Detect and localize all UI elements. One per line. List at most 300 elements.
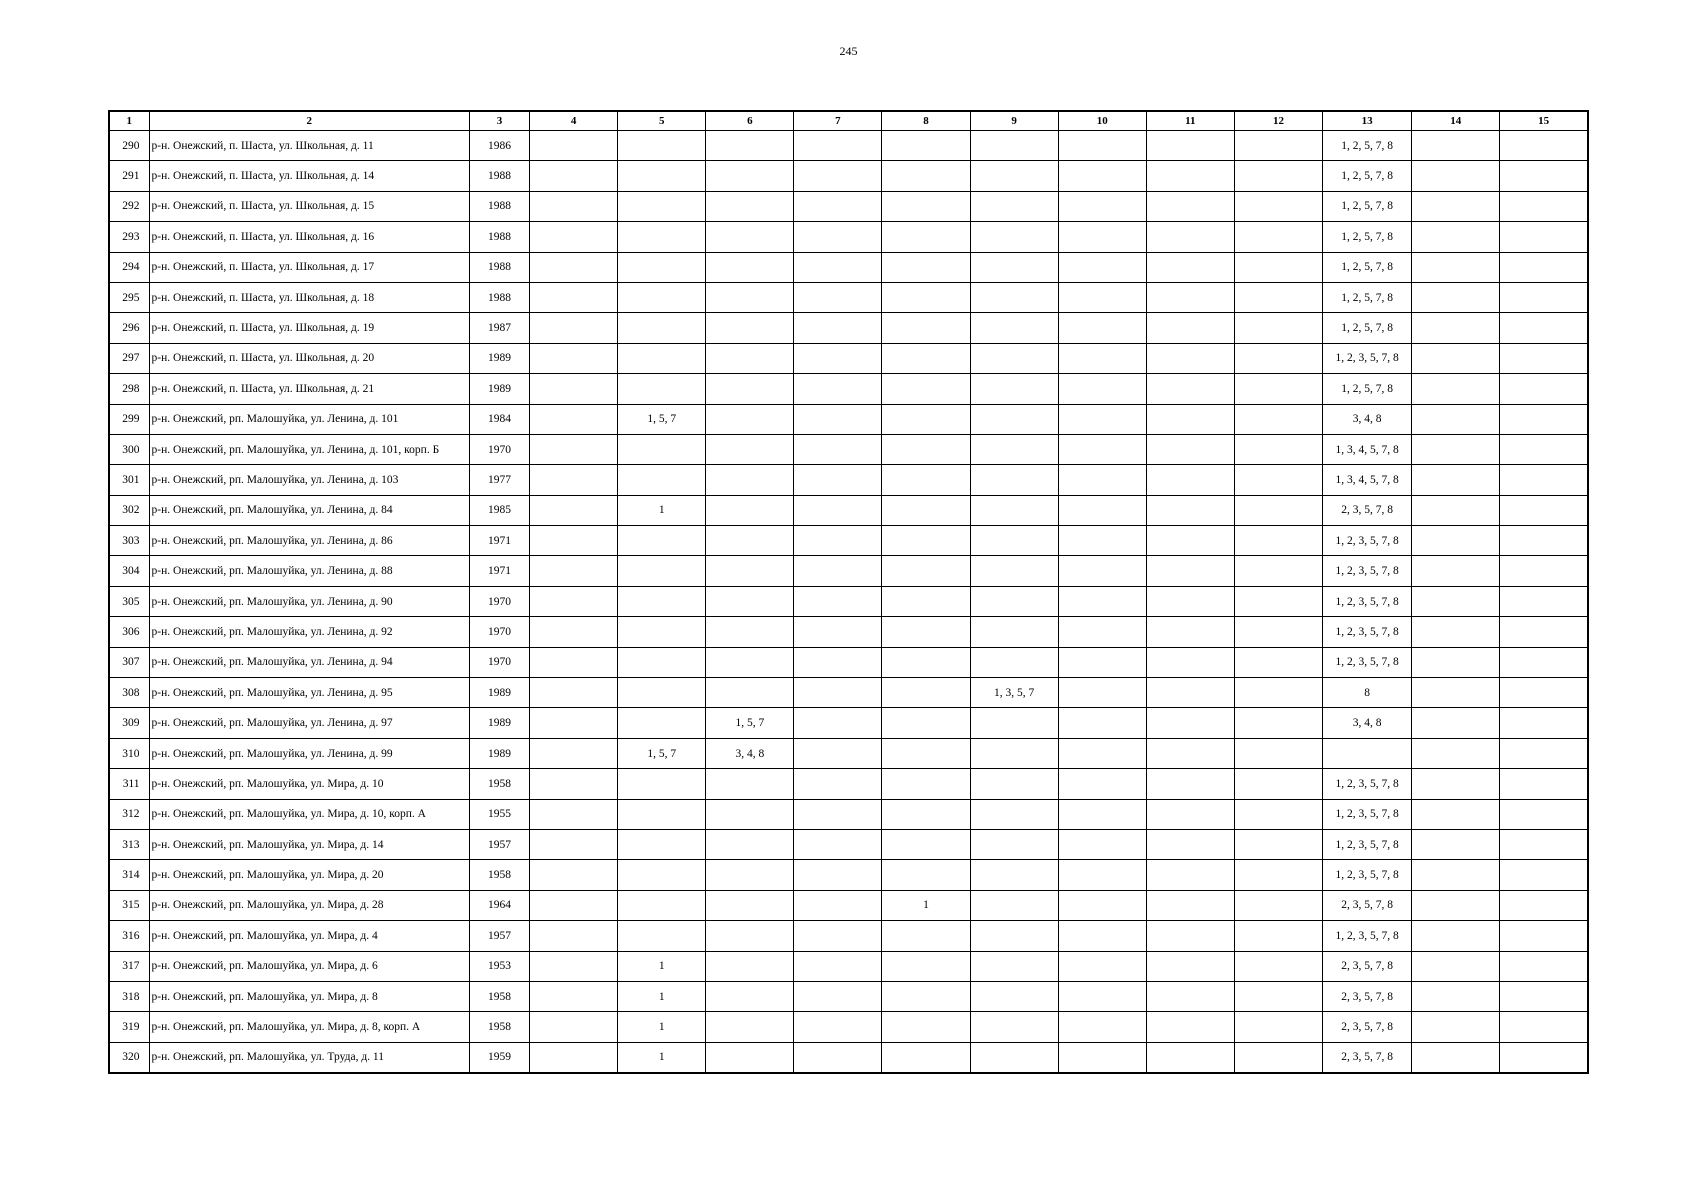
column-header-col-13: 13 [1323,111,1412,131]
cell-row-number: 294 [109,252,149,282]
cell-col-10 [1058,434,1146,464]
cell-col-6 [706,374,794,404]
cell-col-12 [1234,738,1322,768]
cell-year: 1970 [469,617,529,647]
cell-col-6 [706,586,794,616]
table-row [109,647,1588,677]
cell-col-7 [794,495,882,525]
cell-address: р-н. Онежский, рп. Малошуйка, ул. Ленина, д. 101 [149,404,469,434]
cell-col-10 [1058,769,1146,799]
cell-col-15 [1500,252,1588,282]
cell-col-5: 1 [618,1012,706,1042]
cell-col-8 [882,282,970,312]
cell-col-13: 1, 2, 5, 7, 8 [1323,252,1412,282]
table-row [109,799,1588,829]
cell-col-11 [1146,374,1234,404]
cell-col-10 [1058,647,1146,677]
cell-row-number: 307 [109,647,149,677]
cell-col-5 [618,131,706,161]
cell-col-15 [1500,799,1588,829]
cell-col-15 [1500,1012,1588,1042]
cell-col-10 [1058,404,1146,434]
table-row [109,890,1588,920]
cell-col-9 [970,769,1058,799]
cell-col-7 [794,343,882,373]
cell-col-7 [794,1042,882,1073]
cell-col-10 [1058,1012,1146,1042]
cell-col-14 [1412,829,1500,859]
cell-col-7 [794,161,882,191]
cell-col-15 [1500,860,1588,890]
cell-col-8 [882,921,970,951]
cell-year: 1958 [469,860,529,890]
cell-col-9 [970,343,1058,373]
cell-address: р-н. Онежский, рп. Малошуйка, ул. Труда, д. 11 [149,1042,469,1073]
column-header-col-11: 11 [1146,111,1234,131]
cell-year: 1957 [469,829,529,859]
cell-row-number: 301 [109,465,149,495]
cell-col-5 [618,860,706,890]
cell-year: 1958 [469,769,529,799]
cell-col-9 [970,465,1058,495]
cell-col-9 [970,921,1058,951]
cell-row-number: 310 [109,738,149,768]
cell-col-10 [1058,860,1146,890]
cell-col-15 [1500,161,1588,191]
cell-row-number: 295 [109,282,149,312]
cell-col-10 [1058,890,1146,920]
cell-col-4 [530,829,618,859]
cell-col-9 [970,708,1058,738]
cell-row-number: 311 [109,769,149,799]
cell-col-11 [1146,860,1234,890]
page-number: 245 [839,44,858,58]
cell-col-11 [1146,222,1234,252]
cell-col-5 [618,708,706,738]
cell-year: 1970 [469,434,529,464]
cell-col-12 [1234,191,1322,221]
cell-col-15 [1500,829,1588,859]
cell-col-6 [706,951,794,981]
cell-year: 1977 [469,465,529,495]
cell-col-7 [794,951,882,981]
cell-row-number: 320 [109,1042,149,1073]
cell-col-9 [970,981,1058,1011]
cell-col-14 [1412,890,1500,920]
cell-col-13: 1, 2, 5, 7, 8 [1323,161,1412,191]
column-header-row-number: 1 [109,111,149,131]
cell-col-13: 1, 2, 3, 5, 7, 8 [1323,860,1412,890]
cell-address: р-н. Онежский, рп. Малошуйка, ул. Ленина, д. 95 [149,678,469,708]
table-row [109,465,1588,495]
cell-col-11 [1146,647,1234,677]
cell-col-11 [1146,769,1234,799]
cell-col-13: 1, 2, 3, 5, 7, 8 [1323,526,1412,556]
cell-col-12 [1234,465,1322,495]
cell-col-7 [794,191,882,221]
cell-col-10 [1058,343,1146,373]
cell-col-9 [970,738,1058,768]
cell-row-number: 312 [109,799,149,829]
cell-col-12 [1234,981,1322,1011]
table-row [109,1012,1588,1042]
cell-row-number: 296 [109,313,149,343]
cell-col-12 [1234,161,1322,191]
cell-col-9 [970,374,1058,404]
cell-col-10 [1058,282,1146,312]
cell-col-14 [1412,738,1500,768]
cell-col-5: 1 [618,1042,706,1073]
cell-col-6 [706,890,794,920]
cell-col-15 [1500,769,1588,799]
cell-col-5 [618,252,706,282]
cell-col-7 [794,1012,882,1042]
table-row [109,343,1588,373]
cell-col-11 [1146,526,1234,556]
cell-col-4 [530,343,618,373]
cell-col-8 [882,738,970,768]
cell-col-9 [970,434,1058,464]
cell-col-7 [794,678,882,708]
cell-col-8 [882,404,970,434]
cell-col-6 [706,465,794,495]
cell-col-11 [1146,1042,1234,1073]
cell-col-6 [706,678,794,708]
cell-col-7 [794,313,882,343]
cell-col-11 [1146,465,1234,495]
cell-col-4 [530,951,618,981]
cell-col-15 [1500,343,1588,373]
cell-col-8 [882,951,970,981]
cell-col-9 [970,526,1058,556]
cell-col-5: 1 [618,981,706,1011]
table-row [109,951,1588,981]
cell-row-number: 309 [109,708,149,738]
cell-col-5 [618,890,706,920]
cell-col-4 [530,860,618,890]
cell-col-13 [1323,738,1412,768]
cell-address: р-н. Онежский, рп. Малошуйка, ул. Ленина, д. 88 [149,556,469,586]
cell-col-6 [706,829,794,859]
cell-col-15 [1500,191,1588,221]
cell-col-9 [970,495,1058,525]
cell-col-11 [1146,617,1234,647]
cell-col-10 [1058,951,1146,981]
cell-col-8 [882,860,970,890]
cell-col-10 [1058,981,1146,1011]
table-row [109,495,1588,525]
cell-col-5 [618,921,706,951]
cell-row-number: 308 [109,678,149,708]
cell-col-11 [1146,404,1234,434]
cell-col-11 [1146,556,1234,586]
cell-col-12 [1234,769,1322,799]
cell-col-14 [1412,313,1500,343]
cell-col-12 [1234,799,1322,829]
column-header-col-5: 5 [618,111,706,131]
cell-col-4 [530,890,618,920]
cell-row-number: 306 [109,617,149,647]
cell-col-14 [1412,161,1500,191]
cell-row-number: 314 [109,860,149,890]
cell-col-9 [970,951,1058,981]
cell-col-8 [882,191,970,221]
cell-col-12 [1234,222,1322,252]
cell-col-6 [706,252,794,282]
cell-col-10 [1058,465,1146,495]
column-header-address: 2 [149,111,469,131]
cell-col-8 [882,313,970,343]
cell-col-9 [970,860,1058,890]
cell-col-4 [530,556,618,586]
cell-col-15 [1500,738,1588,768]
cell-row-number: 303 [109,526,149,556]
cell-year: 1988 [469,222,529,252]
cell-col-13: 1, 2, 3, 5, 7, 8 [1323,769,1412,799]
cell-col-8 [882,222,970,252]
cell-year: 1988 [469,252,529,282]
table-row [109,222,1588,252]
cell-col-7 [794,374,882,404]
cell-col-13: 2, 3, 5, 7, 8 [1323,1012,1412,1042]
cell-address: р-н. Онежский, п. Шаста, ул. Школьная, д. 20 [149,343,469,373]
cell-col-15 [1500,222,1588,252]
table-row [109,404,1588,434]
cell-address: р-н. Онежский, рп. Малошуйка, ул. Ленина, д. 101, корп. Б [149,434,469,464]
cell-col-7 [794,465,882,495]
cell-col-5: 1 [618,951,706,981]
table-row [109,526,1588,556]
cell-col-14 [1412,556,1500,586]
cell-year: 1957 [469,921,529,951]
table-row [109,617,1588,647]
cell-col-4 [530,495,618,525]
table-row [109,738,1588,768]
cell-col-4 [530,981,618,1011]
cell-col-4 [530,434,618,464]
cell-col-15 [1500,404,1588,434]
cell-col-8 [882,708,970,738]
cell-address: р-н. Онежский, п. Шаста, ул. Школьная, д. 11 [149,131,469,161]
cell-col-4 [530,161,618,191]
cell-col-10 [1058,222,1146,252]
cell-col-14 [1412,434,1500,464]
cell-col-4 [530,921,618,951]
cell-row-number: 313 [109,829,149,859]
cell-col-9 [970,1042,1058,1073]
cell-col-8 [882,343,970,373]
cell-col-10 [1058,1042,1146,1073]
cell-address: р-н. Онежский, рп. Малошуйка, ул. Мира, д. 20 [149,860,469,890]
cell-col-14 [1412,465,1500,495]
cell-col-10 [1058,678,1146,708]
cell-address: р-н. Онежский, рп. Малошуйка, ул. Мира, д. 6 [149,951,469,981]
cell-col-5 [618,374,706,404]
table-body [109,131,1588,1074]
cell-col-7 [794,586,882,616]
cell-col-12 [1234,495,1322,525]
cell-address: р-н. Онежский, рп. Малошуйка, ул. Ленина, д. 90 [149,586,469,616]
cell-col-10 [1058,556,1146,586]
cell-col-15 [1500,678,1588,708]
cell-col-10 [1058,161,1146,191]
column-header-col-12: 12 [1234,111,1322,131]
cell-col-4 [530,313,618,343]
cell-col-11 [1146,799,1234,829]
cell-year: 1958 [469,1012,529,1042]
cell-address: р-н. Онежский, рп. Малошуйка, ул. Мира, д. 10 [149,769,469,799]
cell-col-6 [706,921,794,951]
cell-col-9 [970,191,1058,221]
column-header-col-9: 9 [970,111,1058,131]
cell-year: 1987 [469,313,529,343]
cell-col-4 [530,586,618,616]
table-row [109,434,1588,464]
cell-col-4 [530,282,618,312]
cell-col-11 [1146,951,1234,981]
table-row [109,708,1588,738]
cell-col-5 [618,161,706,191]
cell-col-10 [1058,131,1146,161]
cell-col-15 [1500,131,1588,161]
cell-row-number: 292 [109,191,149,221]
cell-col-4 [530,1042,618,1073]
cell-col-8 [882,131,970,161]
cell-col-6 [706,222,794,252]
cell-col-7 [794,526,882,556]
table-row [109,829,1588,859]
cell-col-5 [618,465,706,495]
cell-year: 1953 [469,951,529,981]
cell-col-14 [1412,586,1500,616]
cell-col-14 [1412,678,1500,708]
cell-col-5 [618,647,706,677]
cell-address: р-н. Онежский, рп. Малошуйка, ул. Мира, д. 8 [149,981,469,1011]
cell-col-5 [618,678,706,708]
cell-col-12 [1234,343,1322,373]
cell-col-12 [1234,678,1322,708]
cell-col-9 [970,131,1058,161]
cell-col-7 [794,981,882,1011]
cell-col-13: 8 [1323,678,1412,708]
cell-col-10 [1058,829,1146,859]
cell-col-8 [882,495,970,525]
cell-col-5 [618,799,706,829]
column-header-col-7: 7 [794,111,882,131]
cell-col-6 [706,617,794,647]
cell-col-5 [618,222,706,252]
cell-col-8 [882,981,970,1011]
cell-col-6 [706,161,794,191]
cell-col-13: 2, 3, 5, 7, 8 [1323,495,1412,525]
cell-address: р-н. Онежский, рп. Малошуйка, ул. Ленина, д. 86 [149,526,469,556]
cell-col-14 [1412,374,1500,404]
cell-col-11 [1146,890,1234,920]
cell-col-11 [1146,252,1234,282]
cell-col-13: 3, 4, 8 [1323,708,1412,738]
cell-col-7 [794,556,882,586]
cell-col-7 [794,799,882,829]
cell-col-4 [530,222,618,252]
cell-col-11 [1146,738,1234,768]
cell-col-12 [1234,890,1322,920]
cell-col-12 [1234,586,1322,616]
cell-address: р-н. Онежский, рп. Малошуйка, ул. Мира, д. 28 [149,890,469,920]
cell-col-7 [794,738,882,768]
cell-col-8 [882,161,970,191]
table-row [109,252,1588,282]
cell-col-6 [706,1042,794,1073]
cell-col-4 [530,191,618,221]
cell-year: 1988 [469,191,529,221]
cell-col-11 [1146,131,1234,161]
cell-row-number: 298 [109,374,149,404]
cell-col-5 [618,586,706,616]
cell-col-13: 1, 2, 3, 5, 7, 8 [1323,617,1412,647]
cell-col-6: 1, 5, 7 [706,708,794,738]
table-row [109,191,1588,221]
cell-row-number: 291 [109,161,149,191]
cell-year: 1971 [469,526,529,556]
cell-col-8 [882,465,970,495]
cell-col-12 [1234,708,1322,738]
cell-col-15 [1500,434,1588,464]
cell-address: р-н. Онежский, п. Шаста, ул. Школьная, д. 16 [149,222,469,252]
cell-col-7 [794,282,882,312]
cell-col-8 [882,526,970,556]
cell-col-4 [530,708,618,738]
cell-col-14 [1412,1042,1500,1073]
cell-address: р-н. Онежский, рп. Малошуйка, ул. Ленина, д. 103 [149,465,469,495]
cell-col-6 [706,647,794,677]
cell-col-11 [1146,434,1234,464]
cell-col-15 [1500,1042,1588,1073]
cell-address: р-н. Онежский, рп. Малошуйка, ул. Ленина, д. 94 [149,647,469,677]
cell-col-4 [530,738,618,768]
cell-col-9 [970,556,1058,586]
cell-col-7 [794,769,882,799]
cell-col-12 [1234,526,1322,556]
cell-col-9 [970,313,1058,343]
cell-col-9 [970,799,1058,829]
cell-address: р-н. Онежский, п. Шаста, ул. Школьная, д. 19 [149,313,469,343]
cell-col-12 [1234,374,1322,404]
cell-col-15 [1500,526,1588,556]
cell-col-6 [706,556,794,586]
cell-year: 1971 [469,556,529,586]
cell-col-15 [1500,617,1588,647]
cell-year: 1964 [469,890,529,920]
cell-col-6 [706,769,794,799]
cell-col-5 [618,556,706,586]
cell-address: р-н. Онежский, п. Шаста, ул. Школьная, д. 18 [149,282,469,312]
cell-col-6 [706,343,794,373]
cell-col-15 [1500,951,1588,981]
cell-col-13: 2, 3, 5, 7, 8 [1323,1042,1412,1073]
cell-col-7 [794,890,882,920]
cell-col-13: 2, 3, 5, 7, 8 [1323,890,1412,920]
cell-col-13: 1, 2, 5, 7, 8 [1323,282,1412,312]
table-row [109,374,1588,404]
cell-col-15 [1500,921,1588,951]
cell-col-14 [1412,404,1500,434]
cell-col-14 [1412,1012,1500,1042]
table-row [109,586,1588,616]
cell-col-13: 2, 3, 5, 7, 8 [1323,981,1412,1011]
cell-col-15 [1500,465,1588,495]
column-header-col-4: 4 [530,111,618,131]
table-row [109,556,1588,586]
